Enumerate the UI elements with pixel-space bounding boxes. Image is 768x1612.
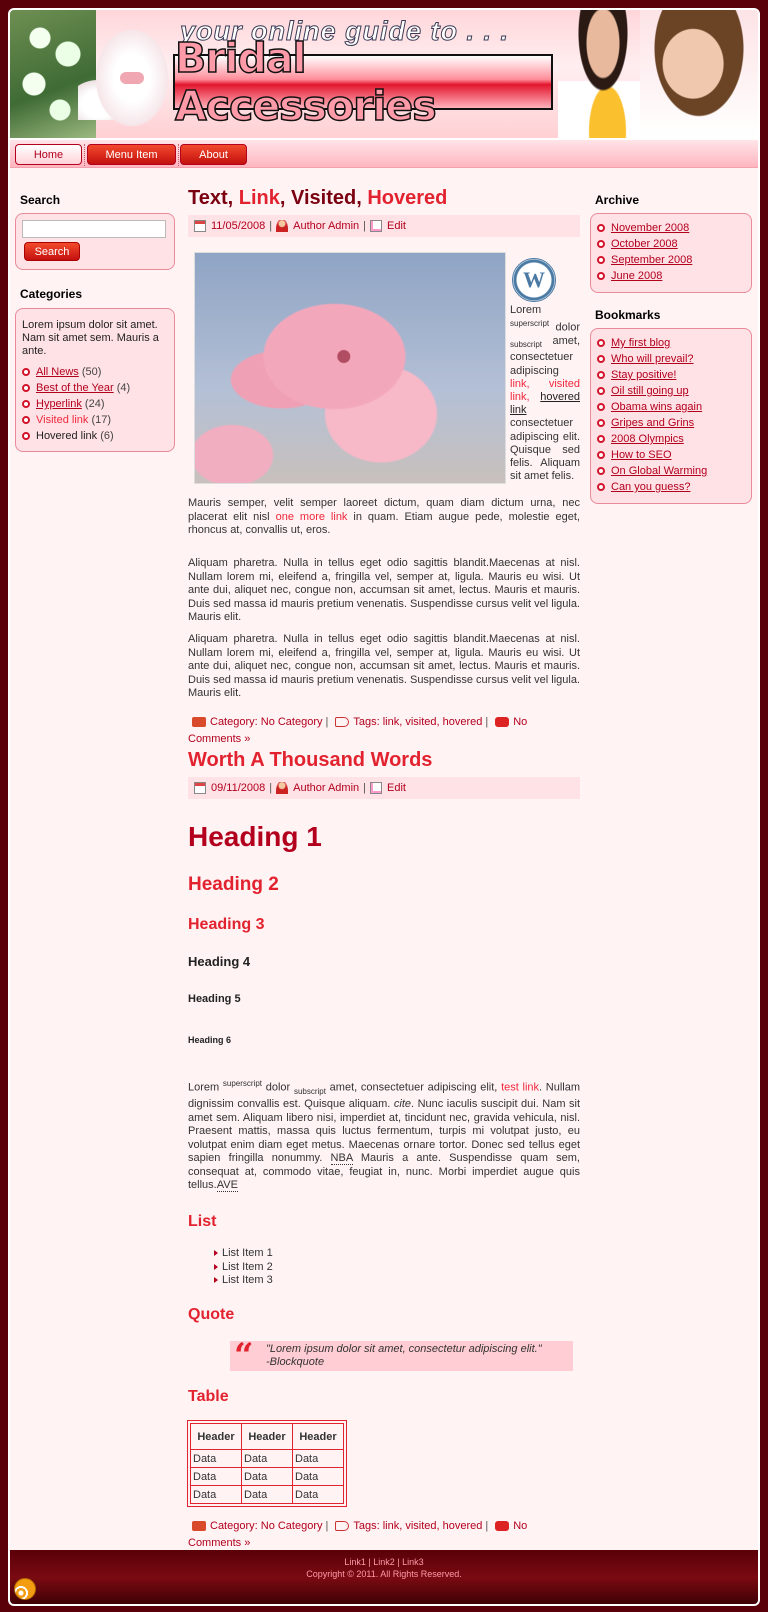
archive-link[interactable]: November 2008 [611, 222, 690, 234]
text: amet, consectetuer adipiscing [510, 335, 580, 377]
blockquote [230, 1336, 573, 1376]
bookmarks-box [590, 328, 752, 504]
bullet-icon [22, 368, 30, 376]
comment-icon [495, 717, 509, 727]
post-date: 11/05/2008 [211, 220, 266, 232]
footer-link[interactable]: Link2 [373, 1557, 395, 1567]
bullet-icon [22, 384, 30, 392]
quote-line: "Lorem ipsum dolor sit amet, consectetur adipiscing elit." [266, 1343, 542, 1355]
bookmark-link[interactable]: Gripes and Grins [611, 417, 695, 429]
post-date: 09/11/2008 [211, 782, 266, 794]
heading-6: Heading 6 [188, 1035, 232, 1045]
title-sep: , [227, 187, 239, 209]
heading-2: Heading 2 [188, 874, 279, 895]
text: amet, consectetuer adipiscing elit, [329, 1081, 498, 1094]
category-count: (50) [81, 366, 102, 378]
site-title-text: Bridal Accessories [175, 34, 436, 130]
calendar-icon [194, 782, 206, 794]
table-cell: Data [293, 1450, 344, 1468]
post-footer: Category: No Category | Tags: link, visited, hovered | No Comments » [188, 716, 528, 745]
category-link[interactable]: Category: No Category [210, 716, 323, 728]
header-tagline: your online guide to . . . [180, 16, 509, 46]
bookmarks-title: Bookmarks [595, 308, 661, 322]
nav-home[interactable]: Home [15, 144, 82, 165]
test-link[interactable]: test link [501, 1081, 540, 1094]
category-link[interactable]: Best of the Year [36, 382, 114, 394]
text: Mauris a ante. Suspendisse quam sem, consequat at, commodo vitae, feugiat in, nunc. Morbi imperdiet augue quis tellus. [188, 1152, 580, 1192]
table-row [191, 1468, 344, 1486]
list-item: List Item 3 [214, 1274, 273, 1288]
text: dolor [265, 1081, 291, 1094]
bookmark-link[interactable]: My first blog [611, 337, 671, 349]
copyright: Copyright © 2011. All Rights Reserved. [306, 1569, 462, 1579]
category-count: (4) [116, 382, 131, 394]
tags-link[interactable]: Tags: link, visited, hovered [353, 1520, 483, 1532]
category-item [22, 428, 168, 444]
table-cell: Data [191, 1450, 242, 1468]
title-hovered: Hovered [367, 187, 448, 209]
bullet-icon [597, 451, 605, 459]
edit-link[interactable]: Edit [387, 220, 406, 232]
bookmark-item [597, 367, 745, 383]
abbr-ave: AVE [216, 1179, 238, 1192]
post-meta: 11/05/2008 | Author Admin | Edit [188, 215, 580, 237]
edit-icon [370, 220, 382, 232]
title-text: Text [188, 187, 228, 209]
archive-item [597, 236, 745, 252]
post-meta: 09/11/2008 | Author Admin | Edit [188, 777, 580, 799]
table-cell: Data [293, 1468, 344, 1486]
comments-link[interactable]: No [513, 1520, 528, 1532]
category-link[interactable]: All News [36, 366, 79, 378]
superscript: superscript [510, 319, 550, 329]
hovered-link[interactable]: hovered link [510, 391, 580, 417]
category-link[interactable]: Hovered link [36, 430, 98, 442]
comments-link[interactable]: No [513, 716, 528, 728]
folder-icon [192, 717, 206, 727]
nav-menu-item[interactable]: Menu Item [87, 144, 176, 165]
list-item: List Item 2 [214, 1261, 273, 1275]
bullet-icon [597, 339, 605, 347]
bookmark-item [597, 415, 745, 431]
table-cell: Data [242, 1486, 293, 1504]
bookmark-link[interactable]: On Global Warming [611, 465, 708, 477]
bullet-icon [597, 387, 605, 395]
list-heading: List [188, 1213, 217, 1230]
calendar-icon [194, 220, 206, 232]
bookmark-item [597, 399, 745, 415]
float-text [510, 304, 580, 483]
header-banner [10, 10, 758, 138]
pillow-bow [120, 72, 144, 84]
bookmark-link[interactable]: 2008 Olympics [611, 433, 684, 445]
table-cell: Data [293, 1486, 344, 1504]
bookmark-item [597, 463, 745, 479]
data-table [190, 1423, 344, 1504]
text: dolor [555, 321, 580, 334]
archive-item [597, 252, 745, 268]
bookmark-link[interactable]: Oil still going up [611, 385, 689, 397]
categories-box [15, 308, 175, 452]
bullet-icon [597, 419, 605, 427]
bookmark-item [597, 479, 745, 495]
quote-source: -Blockquote [266, 1356, 325, 1368]
bookmark-link[interactable]: Stay positive! [611, 369, 677, 381]
quote-text [266, 1343, 542, 1369]
post-paragraph [188, 1077, 580, 1193]
post-author[interactable]: Author Admin [293, 220, 360, 232]
category-item [22, 364, 168, 380]
bookmark-item [597, 447, 745, 463]
superscript: superscript [222, 1079, 263, 1088]
bullet-icon [597, 435, 605, 443]
text: Lorem [510, 304, 542, 316]
text: Lorem [188, 1081, 220, 1094]
bullet-icon [597, 272, 605, 280]
bookmark-link[interactable]: Obama wins again [611, 401, 703, 413]
table-header: Header [191, 1424, 242, 1450]
bullet-icon [597, 240, 605, 248]
category-item [22, 380, 168, 396]
archive-item [597, 268, 745, 284]
nav-divider [178, 144, 179, 166]
heading-5: Heading 5 [188, 993, 241, 1005]
bullet-icon [597, 224, 605, 232]
bookmark-item [597, 383, 745, 399]
table-header-row [191, 1424, 344, 1450]
comments-link[interactable]: Comments » [188, 1537, 251, 1549]
bullet-icon [597, 403, 605, 411]
title-visited: Visited [291, 187, 357, 209]
tags-link[interactable]: Tags: link, visited, hovered [353, 716, 483, 728]
bookmark-item [597, 351, 745, 367]
text: . Nunc iaculis suscipit dui. Nam sit amet sem. Aliquam libero nisi, imperdiet at, tincidunt nec, gravida vehicula, nisl. Praesent mattis, massa quis luctus fermentum, turpis mi volutpat justo, eu volutpat enim diam eget metus. Maecenas ornare tortor. Donec sed tellus eget sapien fringilla nonummy. [188, 1098, 580, 1165]
categories-list [22, 364, 168, 444]
bookmark-link[interactable]: Can you guess? [611, 481, 691, 493]
bullet-icon [597, 371, 605, 379]
category-link[interactable]: Category: No Category [210, 1520, 323, 1532]
table-cell: Data [191, 1486, 242, 1504]
title-sep: , [279, 187, 292, 209]
bride-image [558, 10, 648, 138]
archive-link[interactable]: September 2008 [611, 254, 693, 266]
subscript: subscript [293, 1086, 326, 1096]
footer-link[interactable]: Link3 [402, 1557, 424, 1567]
footer-links: Link1 | Link2 | Link3 [344, 1557, 424, 1567]
user-icon [276, 782, 288, 794]
table-cell: Data [191, 1468, 242, 1486]
table-row [191, 1450, 344, 1468]
quote-heading: Quote [188, 1306, 235, 1323]
quote-icon: “ [234, 1336, 254, 1376]
category-link[interactable]: Visited link [36, 414, 89, 426]
post-paragraph: Aliquam pharetra. Nulla in tellus eget odio sagittis blandit.Maecenas at nisl. Nullam lorem mi, eleifend a, fringilla vel, semper at, ligula. Mauris eu wisi. Ut ante dui, aliquet nec, congue non, accumsan sit amet, lectus. Mauris et mauris. Duis sed massa id mauris pretium venenatis. Suspendisse cursus velit vel ligula. Mauris elit. [188, 557, 580, 623]
cite: cite [393, 1098, 411, 1111]
table-header: Header [293, 1424, 344, 1450]
nav-divider [84, 144, 85, 166]
list-item: List Item 1 [214, 1247, 273, 1261]
heading-3: Heading 3 [188, 916, 265, 933]
inline-link[interactable]: link, [510, 377, 530, 390]
search-box [15, 213, 175, 270]
post-footer: Category: No Category | Tags: link, visited, hovered | No Comments » [188, 1520, 528, 1549]
bookmark-item [597, 431, 745, 447]
table-header: Header [242, 1424, 293, 1450]
category-item [22, 412, 168, 428]
user-icon [276, 220, 288, 232]
category-count: (6) [100, 430, 114, 442]
wordpress-logo: W [512, 258, 556, 302]
post-paragraph: Aliquam pharetra. Nulla in tellus eget odio sagittis blandit.Maecenas at nisl. Nullam lorem mi, eleifend a, fringilla vel, semper at, ligula. Mauris eu wisi. Ut ante dui, aliquet nec, congue non, accumsan sit amet, lectus. Mauris et mauris. Duis sed massa id mauris pretium venenatis. Suspendisse cursus velit vel ligula. Mauris elit. [188, 633, 580, 699]
category-item [22, 396, 168, 412]
tag-icon [335, 1521, 349, 1531]
edit-icon [370, 782, 382, 794]
category-count: (24) [84, 398, 105, 410]
bullet-icon [597, 355, 605, 363]
flower-photo [194, 252, 506, 484]
text: . Nullam dignissim convallis est. Quisque aliquam. [188, 1081, 581, 1111]
text: in quam. Etiam augue pede, molestie eget, rhoncus at, convallis ut, eros. [188, 510, 580, 536]
categories-title: Categories [20, 287, 83, 301]
heading-4: Heading 4 [188, 954, 251, 969]
table-heading: Table [188, 1388, 229, 1405]
categories-intro: Lorem ipsum dolor sit amet. Nam sit amet sem. Mauris a ante. [22, 319, 159, 357]
archive-box [590, 213, 752, 293]
post-title[interactable] [188, 187, 447, 210]
bullet-icon [597, 256, 605, 264]
post-title[interactable]: Worth A Thousand Words [188, 749, 433, 771]
abbr-nba: NBA [330, 1152, 353, 1165]
bookmark-item [597, 335, 745, 351]
nav-about[interactable]: About [180, 144, 247, 165]
site-title[interactable] [173, 34, 553, 130]
table-cell: Data [242, 1468, 293, 1486]
comment-icon [495, 1521, 509, 1531]
search-title: Search [20, 193, 61, 207]
bullet-list [214, 1247, 273, 1288]
text: consectetuer adipiscing elit. Quisque sed felis. Aliquam sit amet felis. [510, 417, 580, 483]
rss-icon[interactable] [14, 1578, 36, 1600]
footer [10, 1550, 758, 1606]
tag-icon [335, 717, 349, 727]
category-count: (17) [91, 414, 112, 426]
footer-link[interactable]: Link1 [344, 1557, 366, 1567]
table-row [191, 1486, 344, 1504]
bullet-icon [597, 483, 605, 491]
comments-link[interactable]: Comments » [188, 733, 251, 745]
bookmark-link[interactable]: How to SEO [611, 449, 672, 461]
title-link: Link [238, 187, 280, 209]
bullet-icon [22, 416, 30, 424]
table-cell: Data [242, 1450, 293, 1468]
ring-pillow-image [96, 30, 168, 126]
search-button[interactable]: Search [24, 242, 80, 261]
bookmark-link[interactable]: Who will prevail? [611, 353, 694, 365]
archive-item [597, 220, 745, 236]
visited-link[interactable]: visited link, [510, 377, 580, 404]
edit-link[interactable]: Edit [387, 782, 406, 794]
bullet-icon [597, 467, 605, 475]
text: Mauris semper, velit semper laoreet dictum, quam diam dictum urna, nec placerat elit nisl [188, 497, 580, 523]
title-sep: , [356, 187, 368, 209]
post-paragraph [188, 497, 580, 538]
bookmarks-list [597, 335, 745, 495]
archive-link[interactable]: October 2008 [611, 238, 678, 250]
subscript: subscript [510, 340, 543, 350]
bullet-icon [22, 400, 30, 408]
heading-1: Heading 1 [188, 821, 322, 852]
archive-title: Archive [595, 193, 640, 207]
bullet-icon [22, 432, 30, 440]
bride-portrait-image [640, 10, 758, 138]
folder-icon [192, 1521, 206, 1531]
more-link[interactable]: one more link [275, 510, 348, 523]
archive-list [597, 220, 745, 284]
nav-bar [10, 138, 758, 168]
category-link[interactable]: Hyperlink [36, 398, 82, 410]
archive-link[interactable]: June 2008 [611, 270, 663, 282]
post-author[interactable]: Author Admin [293, 782, 360, 794]
page [8, 8, 760, 1606]
search-input[interactable] [22, 220, 166, 238]
